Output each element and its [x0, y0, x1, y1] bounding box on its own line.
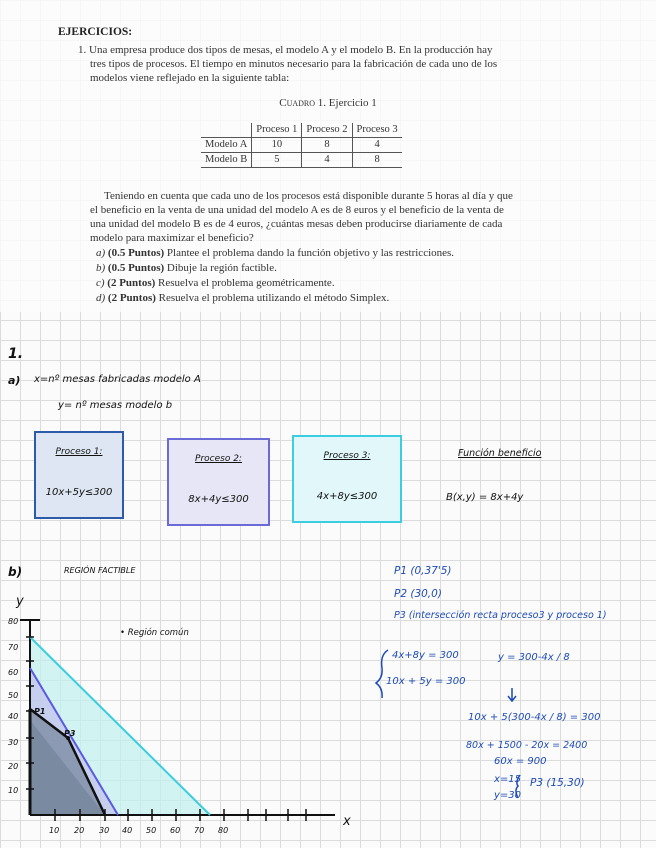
y-tick-label: 10: [8, 786, 19, 795]
var-x-definition: x=nº mesas fabricadas modelo A: [34, 374, 201, 385]
statement-line-3: modelos viene reflejado en la siguiente tabla:: [90, 72, 290, 84]
process-2-title: Proceso 2:: [195, 454, 242, 464]
paragraph-line-1: Teniendo en cuenta que cada uno de los procesos está disponible durante 5 horas al día y que: [104, 190, 513, 202]
x-tick-label: 10: [49, 826, 60, 835]
region-legend: • Región común: [120, 628, 189, 638]
table-cell: Modelo B: [201, 153, 252, 168]
question-points: (2 Puntos): [107, 292, 156, 304]
y-tick-label: 70: [8, 643, 19, 652]
question-points: (0.5 Puntos): [107, 262, 165, 274]
paragraph-line-4: modelo para maximizar el beneficio?: [90, 232, 254, 244]
x-tick-label: 50: [146, 826, 157, 835]
x-tick-label: 20: [74, 826, 85, 835]
question-text: Plantee el problema dando la función objetivo y las restricciones.: [166, 247, 455, 259]
question-letter: a): [96, 247, 106, 259]
part-b-label: b): [8, 565, 23, 579]
table-header: Proceso 1: [252, 123, 302, 138]
question-points: (0.5 Puntos): [107, 247, 165, 259]
exercise-heading: EJERCICIOS:: [58, 26, 133, 38]
step-3: 60x = 900: [494, 756, 547, 767]
paragraph-line-3: una unidad del modelo B es de 4 euros, ¿cuántas mesas deben producirse diariamente de cada: [90, 218, 503, 230]
part-a-label: a): [8, 374, 21, 387]
table-cell: Modelo A: [201, 138, 252, 153]
process-1-expression: 10x+5y≤300: [45, 487, 113, 498]
question-text: Resuelva el problema utilizando el método Simplex.: [158, 292, 390, 304]
paragraph-line-2: el beneficio en la venta de una unidad del modelo A es de 8 euros y el beneficio de la venta de: [90, 204, 504, 216]
y-tick-label: 30: [8, 738, 19, 747]
var-y-definition: y= nº mesas modelo b: [58, 400, 173, 411]
y-tick-label: 80: [8, 617, 19, 626]
table-cell: 5: [252, 153, 302, 168]
p1-graph-label: P1: [34, 707, 46, 716]
x-tick-label: 30: [99, 826, 110, 835]
y-tick-label: 50: [8, 691, 19, 700]
question-letter: c): [96, 277, 105, 289]
process-1-title: Proceso 1:: [55, 447, 103, 457]
system-eq-1: 4x+8y = 300: [392, 650, 459, 661]
solve-y: y = 300-4x / 8: [498, 652, 570, 663]
y-tick-labels: [8, 617, 18, 795]
y-axis-label: y: [16, 594, 24, 609]
question-text: Resuelva el problema geométricamente.: [158, 277, 335, 289]
step-1: 10x + 5(300-4x / 8) = 300: [468, 712, 601, 723]
y-tick-label: 60: [8, 668, 19, 677]
x-tick-label: 80: [218, 826, 229, 835]
p3-graph-label: P3: [64, 729, 76, 738]
x-tick-label: 60: [170, 826, 181, 835]
x-tick-label: 40: [122, 826, 133, 835]
x-tick-labels: [49, 826, 228, 835]
table-cell: 4: [302, 153, 352, 168]
p3-result: P3 (15,30): [530, 777, 585, 789]
question-letter: d): [96, 292, 106, 304]
caption-label: Cuadro 1.: [279, 97, 327, 109]
question-points: (2 Puntos): [107, 277, 156, 289]
y-tick-label: 20: [8, 762, 19, 771]
note-number: 1.: [8, 346, 24, 362]
question-text: Dibuje la región factible.: [166, 262, 277, 274]
table-cell: 10: [252, 138, 302, 153]
region-title: REGIÓN FACTIBLE: [64, 566, 136, 575]
process-3-title: Proceso 3:: [323, 451, 371, 461]
point-p3: P3 (intersección recta proceso3 y proceso 1): [394, 610, 607, 621]
statement-line-1: 1. Una empresa produce dos tipos de mesas, el modelo A y el modelo B. En la producción hay: [78, 44, 493, 56]
process-3-expression: 4x+8y≤300: [316, 491, 378, 502]
benefit-expression: B(x,y) = 8x+4y: [446, 492, 524, 503]
step-4: x=15: [494, 774, 522, 785]
y-tick-label: 40: [8, 712, 19, 721]
point-p1: P1 (0,37'5): [394, 565, 452, 577]
system-eq-2: 10x + 5y = 300: [386, 676, 466, 687]
process-2-expression: 8x+4y≤300: [188, 494, 249, 505]
table-header: Proceso 2: [302, 123, 352, 138]
point-p2: P2 (30,0): [394, 588, 442, 600]
step-5: y=30: [494, 790, 522, 801]
table-header: Proceso 3: [352, 123, 402, 138]
system-brace: [376, 650, 388, 698]
caption-text: Ejercicio 1: [328, 97, 377, 109]
table-cell: 4: [352, 138, 402, 153]
benefit-title: Función beneficio: [458, 448, 542, 459]
statement-line-2: tres tipos de procesos. El tiempo en minutos necesario para la fabricación de cada uno de los: [90, 58, 498, 70]
step-2: 80x + 1500 - 20x = 2400: [466, 740, 588, 751]
table-cell: 8: [302, 138, 352, 153]
x-tick-label: 70: [194, 826, 205, 835]
table-cell: 8: [352, 153, 402, 168]
question-letter: b): [96, 262, 106, 274]
x-axis-label: x: [343, 814, 351, 829]
